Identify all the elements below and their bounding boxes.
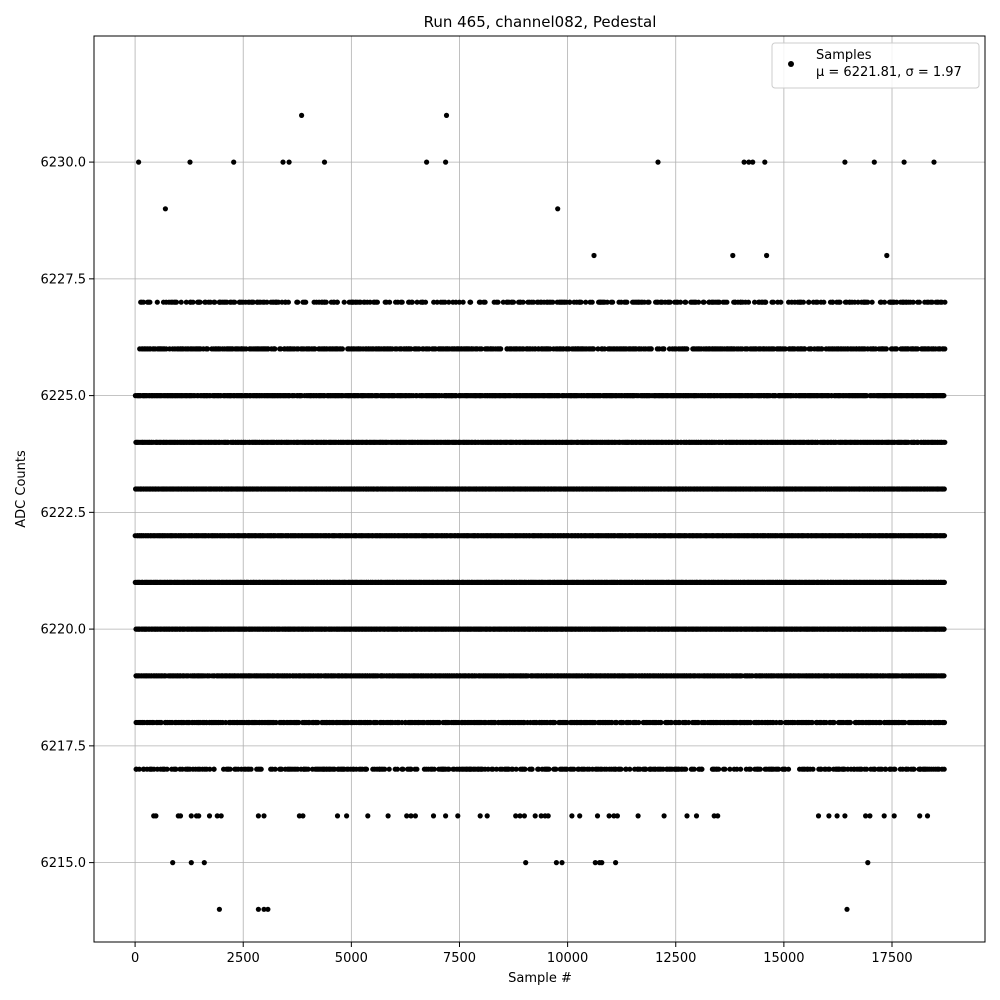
data-point (256, 907, 261, 912)
data-point (189, 813, 194, 818)
data-point (478, 813, 483, 818)
data-point (607, 813, 612, 818)
data-point (386, 813, 391, 818)
data-point (615, 813, 620, 818)
data-point (344, 813, 349, 818)
data-point (414, 767, 419, 772)
data-point (530, 767, 535, 772)
data-point (835, 813, 840, 818)
data-point (941, 673, 946, 678)
data-point (942, 627, 947, 632)
data-point (559, 860, 564, 865)
data-point (810, 767, 815, 772)
data-point (738, 767, 743, 772)
data-point (455, 813, 460, 818)
data-point (867, 813, 872, 818)
data-point (613, 860, 618, 865)
data-point (207, 813, 212, 818)
data-point (485, 813, 490, 818)
data-point (636, 813, 641, 818)
data-point (722, 767, 727, 772)
data-point (219, 813, 224, 818)
data-point (256, 813, 261, 818)
data-point (826, 813, 831, 818)
data-point (599, 860, 604, 865)
data-point (844, 907, 849, 912)
data-point (892, 767, 897, 772)
data-point (942, 486, 947, 491)
data-point (546, 767, 551, 772)
data-point (692, 767, 697, 772)
data-point (865, 860, 870, 865)
data-point (694, 813, 699, 818)
data-point (533, 813, 538, 818)
data-point (189, 860, 194, 865)
data-point (925, 813, 930, 818)
data-point (683, 767, 688, 772)
data-point (577, 813, 582, 818)
data-point (662, 813, 667, 818)
data-point (618, 767, 623, 772)
data-point (212, 767, 217, 772)
data-point (273, 767, 278, 772)
data-point (911, 767, 916, 772)
data-point (699, 767, 704, 772)
data-point (165, 767, 170, 772)
data-point (942, 580, 947, 585)
data-point (387, 767, 392, 772)
chart-title: Run 465, channel082, Pedestal (423, 13, 657, 31)
data-point (786, 767, 791, 772)
data-point (658, 720, 663, 725)
data-point (523, 860, 528, 865)
data-point (917, 813, 922, 818)
data-point (892, 813, 897, 818)
data-point (758, 767, 763, 772)
data-point (300, 813, 305, 818)
data-point (365, 813, 370, 818)
data-point (554, 860, 559, 865)
data-point (153, 813, 158, 818)
data-point (569, 813, 574, 818)
data-point (627, 767, 632, 772)
data-point (443, 813, 448, 818)
data-point (848, 720, 853, 725)
data-point (882, 813, 887, 818)
data-point (413, 813, 418, 818)
data-point (595, 813, 600, 818)
data-point (715, 813, 720, 818)
data-point (432, 767, 437, 772)
data-point (265, 907, 270, 912)
data-point (228, 767, 233, 772)
data-point (364, 767, 369, 772)
data-point (335, 813, 340, 818)
data-point (170, 860, 175, 865)
data-point (259, 767, 264, 772)
data-point (942, 720, 947, 725)
data-point (842, 813, 847, 818)
data-point (400, 767, 405, 772)
data-point (546, 813, 551, 818)
data-point (716, 767, 721, 772)
data-point (522, 767, 527, 772)
data-point (261, 813, 266, 818)
data-point (431, 813, 436, 818)
data-point (178, 813, 183, 818)
data-point (382, 767, 387, 772)
data-point (196, 813, 201, 818)
data-point (816, 813, 821, 818)
data-point (942, 767, 947, 772)
data-point (522, 813, 527, 818)
data-point (249, 767, 254, 772)
data-point (217, 907, 222, 912)
data-point (684, 813, 689, 818)
data-point (395, 767, 400, 772)
data-point (942, 533, 947, 538)
data-point (202, 860, 207, 865)
